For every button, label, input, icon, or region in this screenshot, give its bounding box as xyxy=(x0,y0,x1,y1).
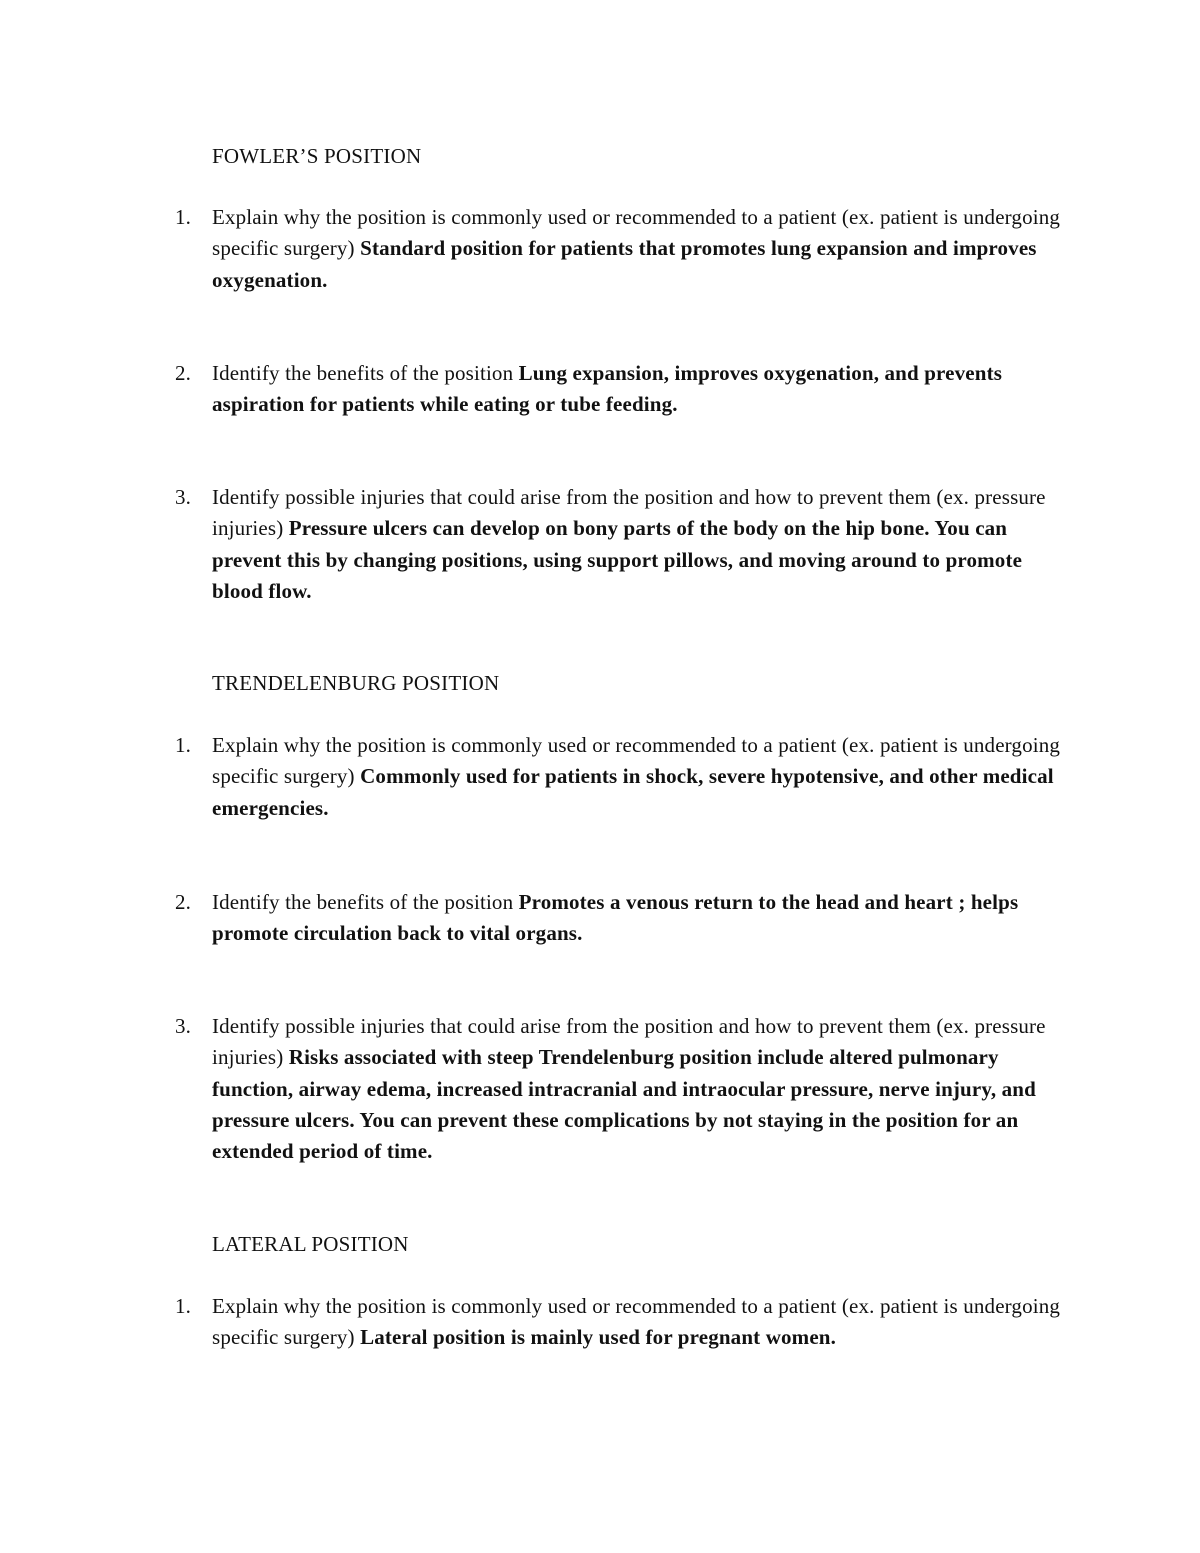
item-question: Explain why the position is commonly used or recommended to a patient (ex. patient is undergoing specific surgery) xyxy=(212,205,1061,261)
list-item xyxy=(175,1011,1072,1167)
item-number: 3. xyxy=(175,1014,192,1038)
item-answer: Risks associated with steep Trendelenburg position include altered pulmonary function, airway edema, increased intracranial and intraocular pressure, nerve injury, and pressure ulcers. You can prevent these complications by not staying in the position for an extended period of time. xyxy=(212,1045,1036,1164)
list-item xyxy=(175,202,1072,296)
list-item xyxy=(175,1291,1072,1354)
item-answer: Lung expansion, improves oxygenation, and prevents aspiration for patients while eating or tube feeding. xyxy=(212,361,1003,417)
item-question: Explain why the position is commonly used or recommended to a patient (ex. patient is undergoing specific surgery) xyxy=(212,733,1061,789)
item-number: 1. xyxy=(175,733,192,757)
item-question: Identify possible injuries that could arise from the position and how to prevent them (ex. pressure injuries) xyxy=(212,1014,1046,1070)
list-item xyxy=(175,482,1072,607)
item-number: 1. xyxy=(175,205,192,229)
item-question: Identify possible injuries that could arise from the position and how to prevent them (ex. pressure injuries) xyxy=(212,485,1046,541)
section-heading-fowlers: FOWLER’S POSITION xyxy=(212,144,422,168)
item-question: Identify the benefits of the position xyxy=(212,890,514,914)
item-answer: Lateral position is mainly used for pregnant women. xyxy=(360,1325,837,1350)
list-item xyxy=(175,358,1072,421)
section-heading-lateral: LATERAL POSITION xyxy=(212,1232,409,1256)
section-heading-trendelenburg: TRENDELENBURG POSITION xyxy=(212,671,500,695)
item-number: 3. xyxy=(175,485,192,509)
item-number: 1. xyxy=(175,1294,192,1318)
item-question: Explain why the position is commonly used or recommended to a patient (ex. patient is undergoing specific surgery) xyxy=(212,1294,1061,1350)
item-answer: Pressure ulcers can develop on bony parts of the body on the hip bone. You can prevent this by changing positions, using support pillows, and moving around to promote blood flow. xyxy=(212,516,1023,603)
list-item xyxy=(175,887,1072,950)
item-answer: Commonly used for patients in shock, severe hypotensive, and other medical emergencies. xyxy=(212,764,1054,820)
item-number: 2. xyxy=(175,361,192,385)
item-question: Identify the benefits of the position xyxy=(212,361,514,385)
list-item xyxy=(175,730,1072,824)
item-answer: Standard position for patients that promotes lung expansion and improves oxygenation. xyxy=(212,236,1037,292)
item-number: 2. xyxy=(175,890,192,914)
item-answer: Promotes a venous return to the head and heart ; helps promote circulation back to vital organs. xyxy=(212,890,1019,946)
